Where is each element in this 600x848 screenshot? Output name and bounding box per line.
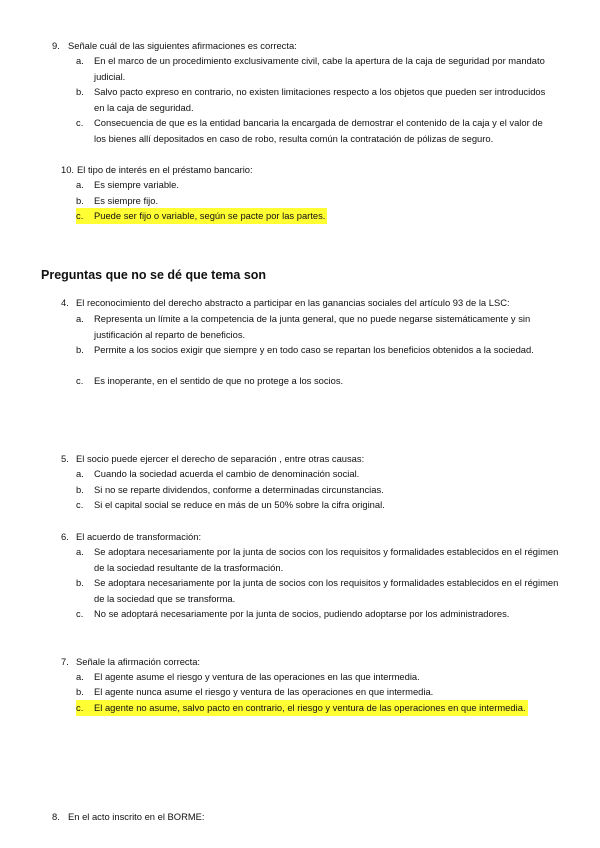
option-letter: a. (76, 313, 84, 324)
option-4b (76, 342, 534, 358)
option-text: No se adoptará necesariamente por la junta de socios, pudiendo adoptarse por los administradores. (94, 608, 510, 619)
question-8 (52, 809, 205, 825)
option-6b (76, 575, 564, 606)
question-10 (61, 162, 253, 178)
option-letter: c. (76, 499, 84, 510)
option-10a (76, 177, 179, 193)
question-text: Señale la afirmación correcta: (76, 656, 201, 667)
question-number: 4. (61, 297, 69, 308)
option-6a (76, 544, 564, 575)
question-text: El reconocimiento del derecho abstracto a participar en las ganancias sociales del artículo 93 de la LSC: (76, 297, 510, 308)
option-5b (76, 482, 384, 498)
option-letter: b. (76, 195, 84, 206)
option-9c (76, 115, 554, 146)
option-letter: b. (76, 686, 84, 697)
option-text: Representa un límite a la competencia de la junta general, que no puede negarse sistemáticamente y sin justificación al reparto de beneficios. (94, 313, 531, 340)
option-letter: b. (76, 484, 84, 495)
option-4c (76, 373, 343, 389)
question-text: Señale cuál de las siguientes afirmaciones es correcta: (68, 40, 297, 51)
option-text: Permite a los socios exigir que siempre y en todo caso se repartan los beneficios obtenidos a la sociedad. (94, 344, 534, 355)
option-letter: c. (76, 210, 84, 221)
option-9a (76, 53, 554, 84)
question-number: 9. (52, 40, 60, 51)
question-text: El acuerdo de transformación: (76, 531, 202, 542)
question-7 (61, 654, 200, 670)
question-5 (61, 451, 364, 467)
option-letter: a. (76, 546, 84, 557)
question-number: 5. (61, 453, 69, 464)
question-4 (61, 295, 510, 311)
option-text: Se adoptara necesariamente por la junta de socios con los requisitos y formalidades establecidos en el régimen de la sociedad que se transforma. (94, 577, 559, 604)
option-text: El agente no asume, salvo pacto en contrario, el riesgo y ventura de las operaciones en que intermedia. (94, 702, 526, 713)
option-5a (76, 466, 359, 482)
option-letter: a. (76, 468, 84, 479)
option-text: Puede ser fijo o variable, según se pacte por las partes. (94, 210, 326, 221)
question-text: El tipo de interés en el préstamo bancario: (77, 164, 253, 175)
question-number: 6. (61, 531, 69, 542)
question-number: 7. (61, 656, 69, 667)
option-9b (76, 84, 554, 115)
option-6c (76, 606, 509, 622)
option-5c (76, 497, 385, 513)
question-6 (61, 529, 201, 545)
option-text: En el marco de un procedimiento exclusivamente civil, cabe la apertura de la caja de seguridad por mandato judicial. (94, 55, 545, 82)
question-text: El socio puede ejercer el derecho de separación , entre otras causas: (76, 453, 365, 464)
option-text: Cuando la sociedad acuerda el cambio de denominación social. (94, 468, 360, 479)
option-7c-highlighted (76, 700, 528, 716)
option-letter: a. (76, 55, 84, 66)
option-10b (76, 193, 158, 209)
option-letter: c. (76, 702, 84, 713)
option-text: Es siempre variable. (94, 179, 179, 190)
option-text: El agente nunca asume el riesgo y ventura de las operaciones en que intermedia. (94, 686, 434, 697)
option-7b (76, 684, 433, 700)
option-letter: c. (76, 375, 84, 386)
option-letter: c. (76, 608, 84, 619)
option-4a (76, 311, 556, 342)
option-letter: a. (76, 179, 84, 190)
option-text: Consecuencia de que es la entidad bancaria la encargada de demostrar el contenido de la caja y el valor de los bienes allí depositados en caso de robo, resulta común la contratación de pólizas de seguro. (94, 117, 543, 144)
option-text: Si el capital social se reduce en más de un 50% sobre la cifra original. (94, 499, 385, 510)
option-text: Es siempre fijo. (94, 195, 159, 206)
question-text: En el acto inscrito en el BORME: (68, 811, 205, 822)
option-text: Salvo pacto expreso en contrario, no existen limitaciones respecto a los objetos que pueden ser introducidos en la caja de seguridad. (94, 86, 546, 113)
question-number: 8. (52, 811, 60, 822)
section-heading: Preguntas que no se dé que tema son (41, 268, 267, 282)
option-text: Si no se reparte dividendos, conforme a determinadas circunstancias. (94, 484, 384, 495)
option-letter: c. (76, 117, 84, 128)
option-10c-highlighted (76, 208, 327, 224)
option-letter: b. (76, 86, 84, 97)
option-text: Es inoperante, en el sentido de que no protege a los socios. (94, 375, 344, 386)
question-number: 10. (61, 164, 75, 175)
question-9 (52, 38, 297, 54)
option-text: Se adoptara necesariamente por la junta de socios con los requisitos y formalidades establecidos en el régimen de la sociedad resultante de la trasformación. (94, 546, 559, 573)
option-letter: b. (76, 577, 84, 588)
option-letter: a. (76, 671, 84, 682)
option-letter: b. (76, 344, 84, 355)
option-7a (76, 669, 420, 685)
option-text: El agente asume el riesgo y ventura de las operaciones en las que intermedia. (94, 671, 420, 682)
